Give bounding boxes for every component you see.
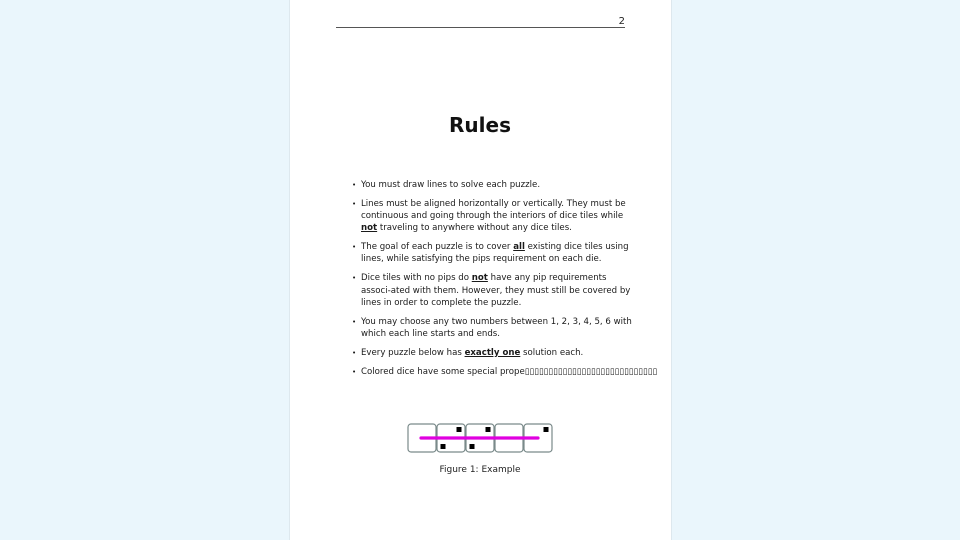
rule-item xyxy=(352,198,632,235)
rule-text-after: traveling to anywhere without any dice tiles. xyxy=(377,223,572,234)
rule-item xyxy=(352,272,632,309)
pip xyxy=(470,444,475,449)
rule-text-after: solution each. xyxy=(520,347,584,358)
rules-list xyxy=(352,179,658,384)
page-title: Rules xyxy=(449,113,511,137)
rule-text-before: Every puzzle below has xyxy=(361,347,465,358)
rule-item xyxy=(352,316,632,341)
rule-emphasis: not xyxy=(361,223,378,234)
header-rule xyxy=(336,27,625,28)
example-figure xyxy=(407,423,554,453)
rule-item xyxy=(352,241,632,266)
rule-emphasis: not xyxy=(471,273,488,284)
rule-text-after: have any pip requirements associ-ated with them. However, they must still be covered by lines in order to complete the puzzle. xyxy=(361,273,631,308)
pip xyxy=(441,444,446,449)
rule-text-before: Lines must be aligned horizontally or vertically. They must be continuous and going through the interiors of dice tiles while xyxy=(361,198,626,222)
rule-text-before: The goal of each puzzle is to cover xyxy=(361,242,514,253)
rule-text: Colored dice have some special prope▯▯▯▯▯▯▯▯▯▯▯▯▯▯▯▯▯▯▯▯▯▯▯▯▯▯▯▯ xyxy=(361,366,658,377)
page-number: 2 xyxy=(618,16,625,27)
rule-item xyxy=(352,366,658,378)
rule-text: You must draw lines to solve each puzzle. xyxy=(361,180,541,190)
rule-item xyxy=(352,347,632,359)
rule-item xyxy=(352,179,632,191)
pip xyxy=(457,427,462,432)
rule-text: You may choose any two numbers between 1, 2, 3, 4, 5, 6 with which each line starts and ends. xyxy=(361,316,632,339)
figure-caption: Figure 1: Example xyxy=(439,465,521,475)
pip xyxy=(486,427,491,432)
rule-emphasis: all xyxy=(513,242,525,253)
rule-text-after: existing dice tiles using lines, while satisfying the pips requirement on each die. xyxy=(361,242,629,265)
rule-text-before: Dice tiles with no pips do xyxy=(361,273,472,284)
pip xyxy=(544,427,549,432)
rule-emphasis: exactly one xyxy=(464,347,521,358)
